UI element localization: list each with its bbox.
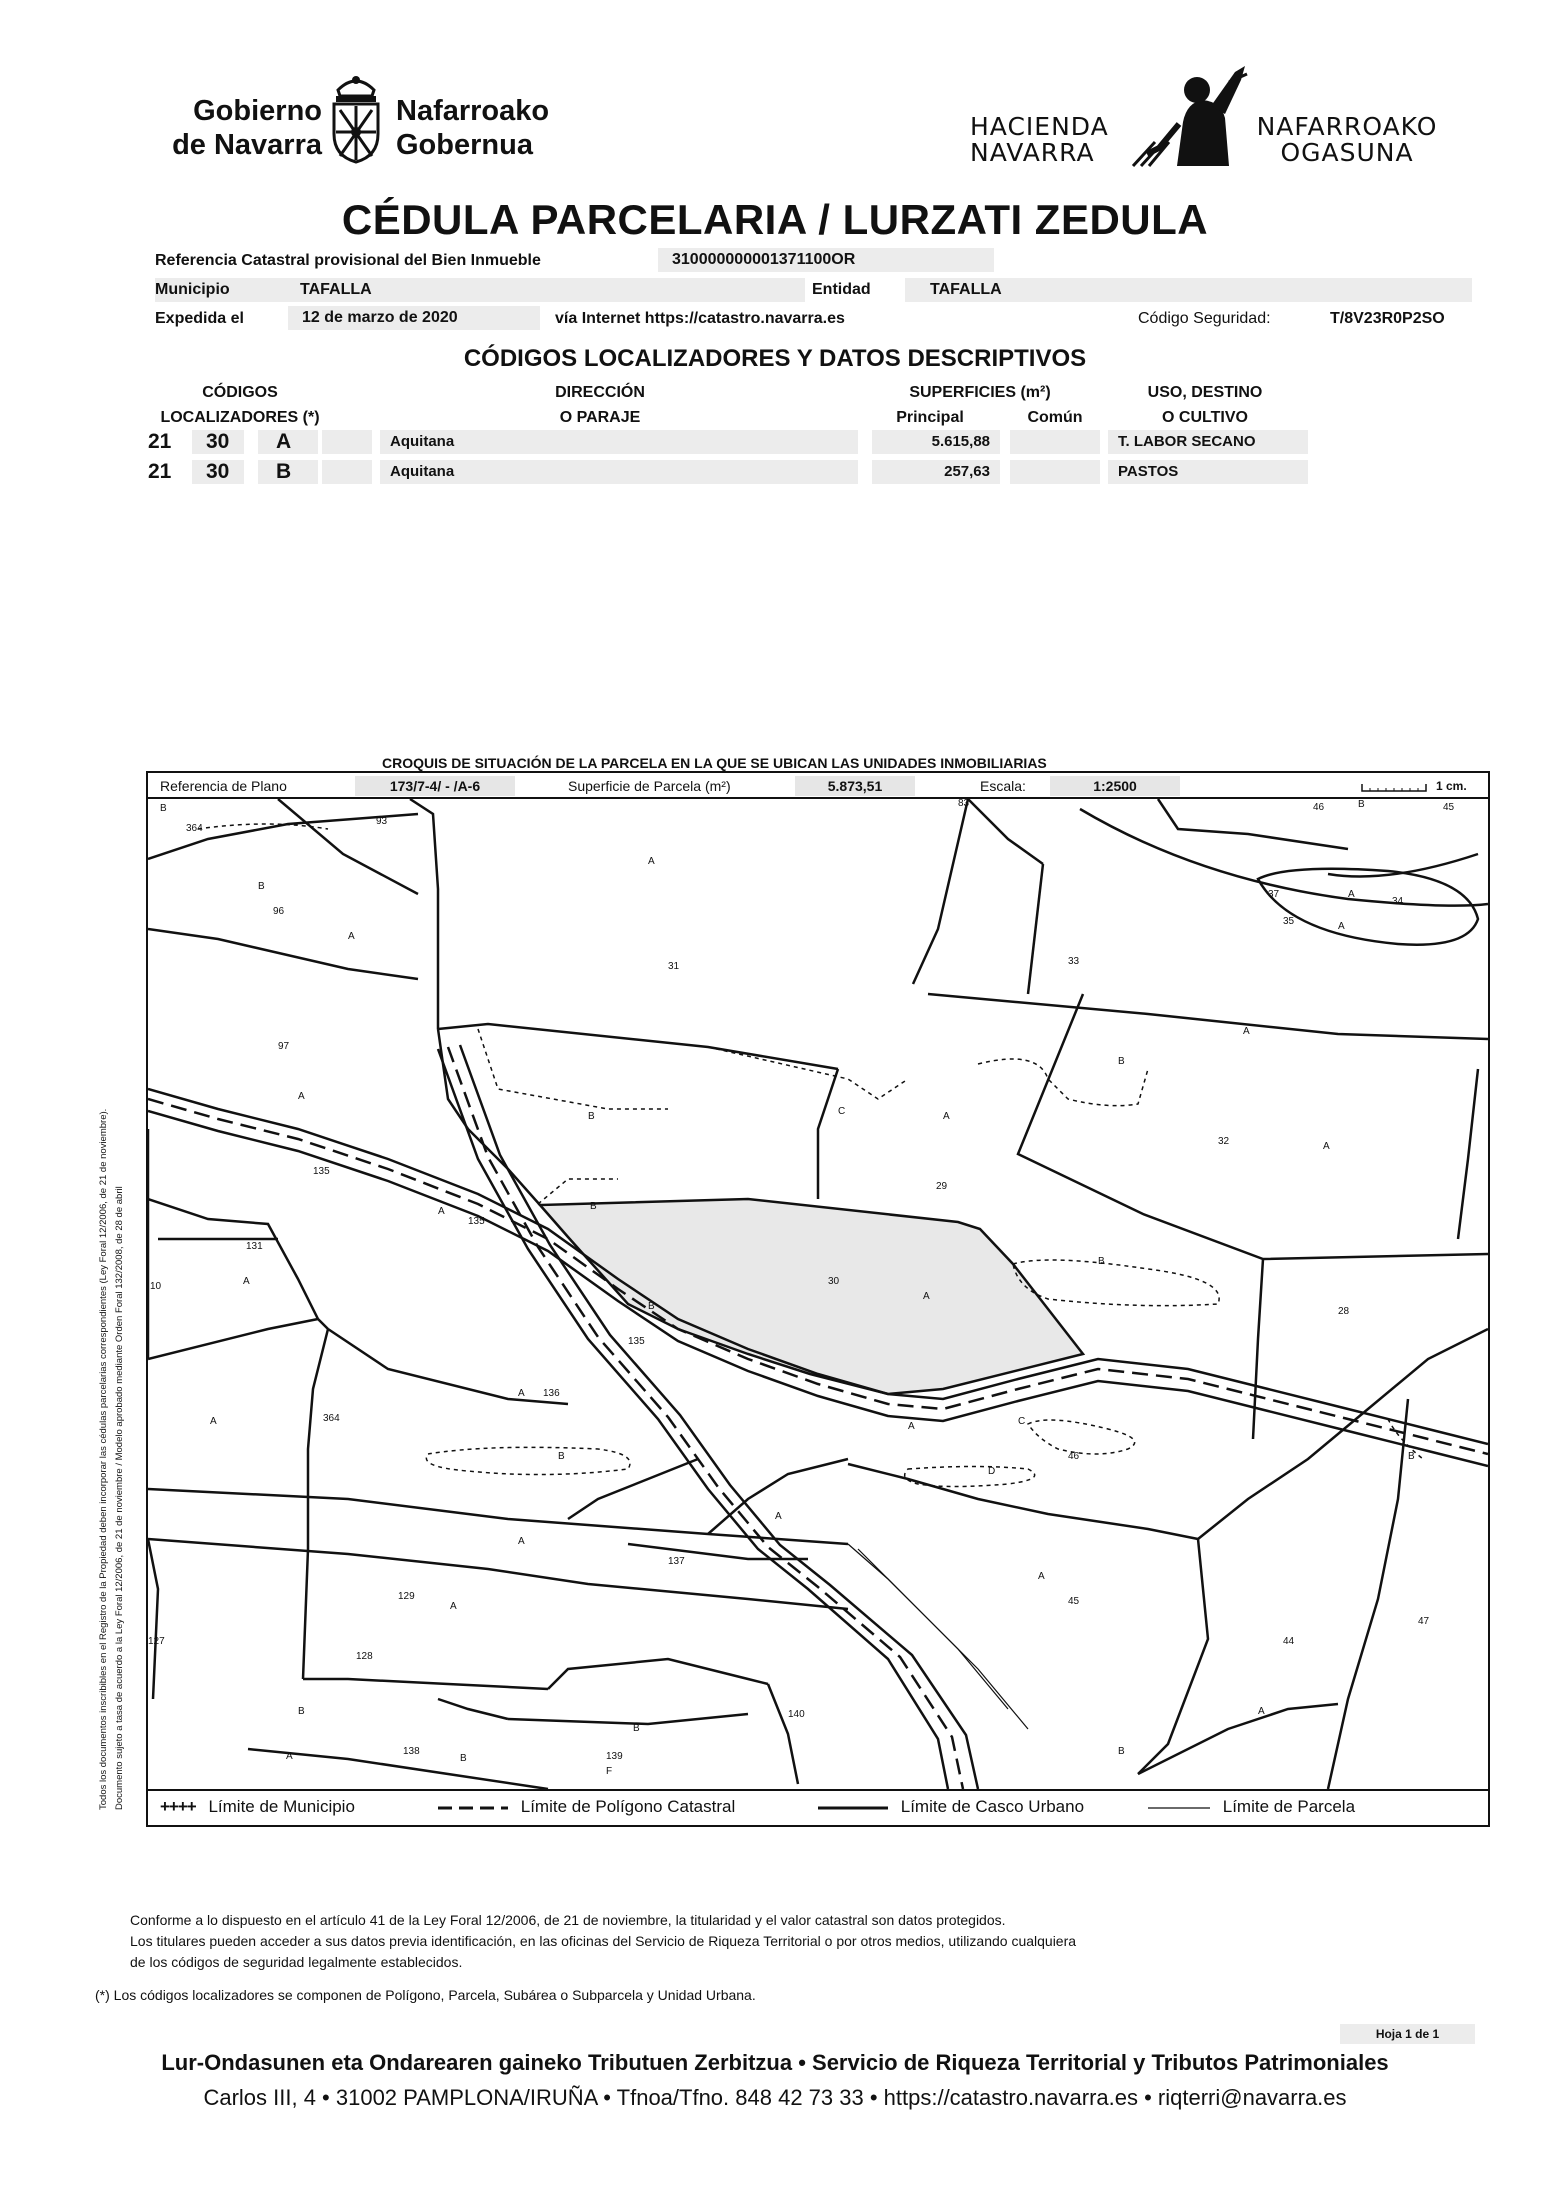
svg-text:37: 37 xyxy=(1268,889,1280,900)
row-subarea: B xyxy=(276,460,292,483)
svg-text:D: D xyxy=(988,1466,996,1477)
scale-unit: 1 cm. xyxy=(1436,779,1467,793)
svg-text:140: 140 xyxy=(788,1709,805,1720)
entidad-value: TAFALLA xyxy=(930,281,1002,298)
entidad-label: Entidad xyxy=(812,281,871,298)
direccion-line1: DIRECCIÓN xyxy=(555,384,645,401)
section-title: CÓDIGOS LOCALIZADORES Y DATOS DESCRIPTIVOS xyxy=(463,345,1087,372)
col-header-codigos xyxy=(140,380,340,430)
municipio-label: Municipio xyxy=(155,281,230,298)
row-parcela: 30 xyxy=(206,460,230,483)
ref-value: 310000000001371100OR xyxy=(658,248,994,272)
cadastral-map xyxy=(148,799,1488,1789)
svg-text:B: B xyxy=(160,803,167,814)
side-text-registro: Todos los documentos inscribibles en el Registro de la Propiedad deben incorporar las cédulas parcelarias correspondientes (Ley Foral 12/2006, de 21 de noviembre). xyxy=(98,1108,109,1810)
svg-text:A: A xyxy=(1243,1026,1250,1037)
via-internet-text: vía Internet https://catastro.navarra.es xyxy=(555,310,845,327)
gov-right-line1: Nafarroako xyxy=(396,95,550,127)
legend-parcela-label: Límite de Parcela xyxy=(1222,1797,1356,1816)
svg-text:B: B xyxy=(633,1723,640,1734)
row-principal: 5.615,88 xyxy=(872,430,1000,454)
footnote: (*) Los códigos localizadores se componen de Polígono, Parcela, Subárea o Subparcela y Unidad Urbana. xyxy=(95,1987,756,2003)
svg-text:46: 46 xyxy=(1313,802,1325,813)
row-poligono: 21 xyxy=(148,430,172,453)
svg-text:A: A xyxy=(1258,1706,1265,1717)
svg-text:F: F xyxy=(606,1766,613,1777)
svg-text:44: 44 xyxy=(1283,1636,1295,1647)
svg-text:A: A xyxy=(298,1091,305,1102)
hacienda-right-line2: OGASUNA xyxy=(1280,138,1414,167)
svg-text:46: 46 xyxy=(1068,1451,1080,1462)
svg-text:A: A xyxy=(908,1421,915,1432)
svg-text:B: B xyxy=(1118,1746,1125,1757)
svg-text:B: B xyxy=(588,1111,595,1122)
svg-text:30: 30 xyxy=(828,1276,840,1287)
gov-left-line2: de Navarra xyxy=(172,129,322,161)
svg-text:127: 127 xyxy=(148,1636,165,1647)
legend-poligono-symbol xyxy=(438,1803,508,1813)
svg-text:96: 96 xyxy=(273,906,285,917)
row-unidad-bg xyxy=(322,430,372,454)
svg-text:28: 28 xyxy=(1338,1306,1350,1317)
gov-right-line2: Gobernua xyxy=(396,129,533,161)
uso-line1: USO, DESTINO xyxy=(1147,384,1263,401)
svg-text:A: A xyxy=(518,1388,525,1399)
superficie-label: Superficie de Parcela (m²) xyxy=(568,778,731,794)
svg-text:129: 129 xyxy=(398,1591,415,1602)
svg-text:31: 31 xyxy=(668,961,680,972)
svg-text:A: A xyxy=(775,1511,782,1522)
svg-text:B: B xyxy=(558,1451,565,1462)
svg-text:34: 34 xyxy=(1392,896,1404,907)
side-text-tasa: Documento sujeto a tasa de acuerdo a la Ley Foral 12/2006, de 21 de noviembre / Modelo aprobado mediante Orden Foral 132/2008, de 28 de abril xyxy=(114,1186,125,1810)
notice-line3: de los códigos de seguridad legalmente establecidos. xyxy=(130,1954,463,1970)
row-principal: 257,63 xyxy=(872,460,1000,484)
svg-text:135: 135 xyxy=(468,1216,485,1227)
svg-text:29: 29 xyxy=(936,1181,948,1192)
map-title: CROQUIS DE SITUACIÓN DE LA PARCELA EN LA QUE SE UBICAN LAS UNIDADES INMOBILIARIAS xyxy=(382,755,1047,771)
navarra-coat-of-arms-icon xyxy=(326,72,386,164)
svg-text:139: 139 xyxy=(606,1751,623,1762)
svg-text:35: 35 xyxy=(1283,916,1295,927)
svg-text:93: 93 xyxy=(376,816,388,827)
gov-left-line1: Gobierno xyxy=(193,95,322,127)
uso-line2: O CULTIVO xyxy=(1162,409,1248,426)
row-subarea: A xyxy=(276,430,292,453)
svg-text:364: 364 xyxy=(186,823,203,834)
col-header-superficies: SUPERFICIES (m²) xyxy=(909,384,1051,401)
legend-casco xyxy=(818,1797,1084,1817)
svg-text:131: 131 xyxy=(246,1241,263,1252)
direccion-line2: O PARAJE xyxy=(559,409,641,426)
svg-text:B: B xyxy=(648,1301,655,1312)
svg-text:83: 83 xyxy=(958,799,970,809)
svg-text:A: A xyxy=(1323,1141,1330,1152)
footer-service-name: Lur-Ondasunen eta Ondarearen gaineko Tributuen Zerbitzua • Servicio de Riqueza Territorial y Tributos Patrimoniales xyxy=(161,2050,1389,2075)
svg-text:B: B xyxy=(460,1753,467,1764)
svg-text:47: 47 xyxy=(1418,1616,1430,1627)
svg-text:A: A xyxy=(210,1416,217,1427)
svg-text:A: A xyxy=(1338,921,1345,932)
ref-label: Referencia Catastral provisional del Bien Inmueble xyxy=(155,252,541,269)
legend-poligono xyxy=(438,1797,735,1817)
gov-right-text xyxy=(396,94,549,162)
svg-text:A: A xyxy=(243,1276,250,1287)
codigo-label: Código Seguridad: xyxy=(1138,310,1271,327)
legal-notice xyxy=(130,1910,1076,1973)
svg-text:B: B xyxy=(298,1706,305,1717)
svg-text:10: 10 xyxy=(150,1281,162,1292)
svg-text:A: A xyxy=(438,1206,445,1217)
svg-text:B: B xyxy=(590,1201,597,1212)
notice-line2: Los titulares pueden acceder a sus datos previa identificación, en las oficinas del Servicio de Riqueza Territorial o por otros medios, utilizando cualquiera xyxy=(130,1933,1077,1949)
row-comun xyxy=(1010,460,1100,484)
svg-text:32: 32 xyxy=(1218,1136,1230,1147)
notice-line1: Conforme a lo dispuesto en el artículo 41 de la Ley Foral 12/2006, de 21 de noviembre, la titularidad y el valor catastral son datos protegidos. xyxy=(130,1912,1006,1928)
svg-text:B: B xyxy=(1098,1256,1105,1267)
legend-casco-symbol xyxy=(818,1803,888,1813)
hacienda-left-text xyxy=(970,114,1109,166)
svg-text:128: 128 xyxy=(356,1651,373,1662)
col-header-direccion xyxy=(500,380,700,430)
svg-text:C: C xyxy=(838,1106,846,1117)
col-header-comun: Común xyxy=(1027,409,1083,426)
expedida-label: Expedida el xyxy=(155,310,244,327)
svg-text:45: 45 xyxy=(1068,1596,1080,1607)
col-header-uso xyxy=(1110,380,1300,430)
svg-text:97: 97 xyxy=(278,1041,290,1052)
codigo-value: T/8V23R0P2SO xyxy=(1330,310,1445,327)
legend-municipio xyxy=(160,1797,355,1817)
legend-municipio-symbol: ++++ xyxy=(160,1797,196,1816)
expedida-value: 12 de marzo de 2020 xyxy=(288,306,540,330)
svg-text:135: 135 xyxy=(313,1166,330,1177)
row-uso: PASTOS xyxy=(1108,460,1308,484)
svg-text:33: 33 xyxy=(1068,956,1080,967)
page-label: Hoja 1 de 1 xyxy=(1340,2024,1475,2044)
svg-text:A: A xyxy=(648,856,655,867)
legend-municipio-label: Límite de Municipio xyxy=(208,1797,355,1816)
superficie-value: 5.873,51 xyxy=(795,776,915,796)
svg-text:138: 138 xyxy=(403,1746,420,1757)
svg-text:A: A xyxy=(923,1291,930,1302)
scale-bar-icon xyxy=(1360,780,1430,794)
svg-text:A: A xyxy=(1348,889,1355,900)
svg-text:136: 136 xyxy=(543,1388,560,1399)
svg-text:B: B xyxy=(1408,1451,1415,1462)
svg-text:A: A xyxy=(450,1601,457,1612)
ref-plano-label: Referencia de Plano xyxy=(160,778,287,794)
escala-label: Escala: xyxy=(980,778,1026,794)
col-header-principal: Principal xyxy=(896,409,964,426)
svg-text:45: 45 xyxy=(1443,802,1455,813)
svg-text:A: A xyxy=(518,1536,525,1547)
svg-text:B: B xyxy=(1118,1056,1125,1067)
hacienda-left-line2: NAVARRA xyxy=(970,138,1095,167)
hacienda-figure-logo-icon xyxy=(1125,62,1255,170)
legend-casco-label: Límite de Casco Urbano xyxy=(900,1797,1085,1816)
codigos-line1: CÓDIGOS xyxy=(202,384,278,401)
row-unidad-bg xyxy=(322,460,372,484)
svg-text:137: 137 xyxy=(668,1556,685,1567)
escala-value: 1:2500 xyxy=(1050,776,1180,796)
row-parcela: 30 xyxy=(206,430,230,453)
footer-contact: Carlos III, 4 • 31002 PAMPLONA/IRUÑA • Tfnoa/Tfno. 848 42 73 33 • https://catastro.navarra.es • riqterri@navarra.es xyxy=(203,2085,1347,2110)
gov-left-text xyxy=(140,94,322,162)
row-poligono: 21 xyxy=(148,460,172,483)
svg-text:A: A xyxy=(348,931,355,942)
svg-text:B: B xyxy=(258,881,265,892)
legend-parcela xyxy=(1148,1797,1355,1817)
svg-text:C: C xyxy=(1018,1416,1026,1427)
svg-text:A: A xyxy=(943,1111,950,1122)
svg-text:A: A xyxy=(1038,1571,1045,1582)
hacienda-left-line1: HACIENDA xyxy=(970,112,1109,141)
svg-text:A: A xyxy=(286,1751,293,1762)
row-comun xyxy=(1010,430,1100,454)
document-title: CÉDULA PARCELARIA / LURZATI ZEDULA xyxy=(341,196,1209,243)
subparcel-boundaries xyxy=(198,824,1423,1487)
legend-parcela-symbol xyxy=(1148,1803,1210,1813)
svg-text:B: B xyxy=(1358,799,1365,810)
svg-text:364: 364 xyxy=(323,1413,340,1424)
row-direccion: Aquitana xyxy=(380,430,858,454)
municipio-value: TAFALLA xyxy=(300,281,372,298)
codigos-line2: LOCALIZADORES (*) xyxy=(160,409,320,426)
row-uso: T. LABOR SECANO xyxy=(1108,430,1308,454)
legend-poligono-label: Límite de Polígono Catastral xyxy=(520,1797,736,1816)
svg-text:135: 135 xyxy=(628,1336,645,1347)
row-direccion: Aquitana xyxy=(380,460,858,484)
hacienda-right-line1: NAFARROAKO xyxy=(1256,112,1438,141)
ref-plano-value: 173/7-4/ - /A-6 xyxy=(355,776,515,796)
hacienda-right-text xyxy=(1252,114,1442,166)
